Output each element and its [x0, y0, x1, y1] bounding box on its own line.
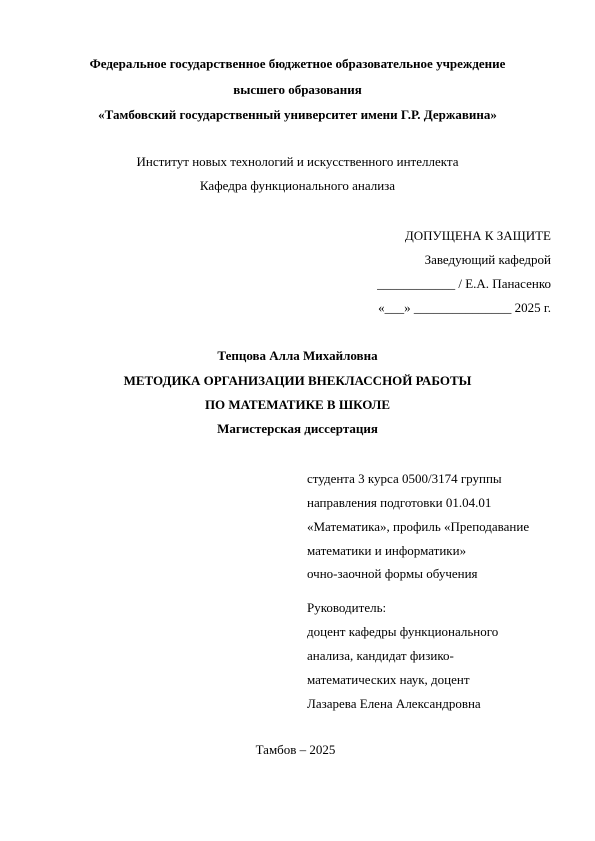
university-name: «Тамбовский государственный университет имени Г.Р. Державина» [98, 107, 497, 122]
department-name: Кафедра функционального анализа [199, 178, 396, 193]
supervisor-line: Лазарева Елена Александровна [307, 696, 481, 711]
approval-signature: ____________ / Е.А. Панасенко [377, 276, 551, 291]
institution-line-1: Федеральное государственное бюджетное образовательное учреждение [89, 56, 506, 71]
supervisor-line: доцент кафедры функционального [307, 624, 499, 639]
supervisor-line: анализа, кандидат физико- [307, 648, 454, 663]
author-name: Тепцова Алла Михайловна [217, 348, 378, 363]
student-info-line: математики и информатики» [307, 543, 467, 558]
student-info-line: «Математика», профиль «Преподавание [307, 519, 530, 534]
supervisor-line: математических наук, доцент [307, 672, 470, 687]
approval-date: «___» _______________ 2025 г. [378, 300, 551, 315]
institute-name: Институт новых технологий и искусственного интеллекта [136, 154, 459, 169]
student-info-line: студента 3 курса 0500/3174 группы [307, 471, 502, 486]
thesis-title-line-2: ПО МАТЕМАТИКЕ В ШКОЛЕ [204, 397, 391, 412]
student-info-line: очно-заочной формы обучения [307, 566, 478, 581]
institution-line-2: высшего образования [233, 82, 362, 97]
thesis-title-line-1: МЕТОДИКА ОРГАНИЗАЦИИ ВНЕКЛАССНОЙ РАБОТЫ [123, 373, 472, 388]
supervisor-line: Руководитель: [307, 600, 387, 615]
student-info-line: направления подготовки 01.04.01 [307, 495, 492, 510]
approval-role: Заведующий кафедрой [424, 252, 551, 267]
thesis-type: Магистерская диссертация [217, 421, 378, 436]
approval-title: ДОПУЩЕНА К ЗАЩИТЕ [404, 228, 551, 243]
city-year: Тамбов – 2025 [255, 742, 336, 757]
